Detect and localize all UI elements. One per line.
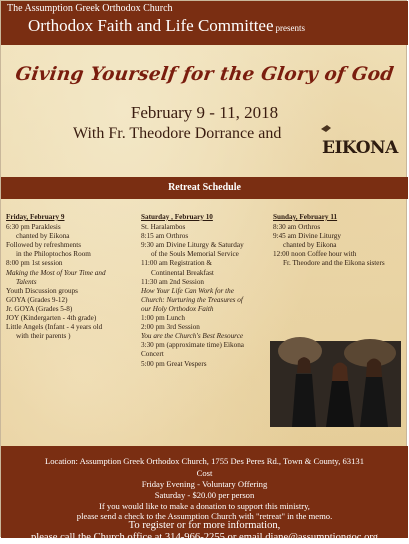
event-dates: February 9 - 11, 2018: [130, 103, 279, 122]
schedule-item: You are the Church's Best Resource: [141, 332, 244, 341]
schedule-item: with their parents ): [16, 332, 71, 341]
schedule-item: 9:30 am Divine Liturgy & Saturday: [141, 241, 244, 250]
schedule-item: 8:00 pm 1st session: [6, 259, 63, 268]
committee-title: Orthodox Faith and Life Committee: [28, 16, 274, 35]
schedule-item: Church: Nurturing the Treasures of: [141, 295, 243, 304]
cost-label: Cost: [196, 468, 213, 478]
schedule-item: Jr. GOYA (Grades 5-8): [6, 304, 73, 313]
schedule-band: Retreat Schedule: [1, 177, 408, 199]
schedule-item: Youth Discussion groups: [6, 286, 78, 295]
schedule-item: of the Souls Memorial Service: [151, 250, 239, 259]
saturday-column: [141, 213, 269, 369]
friday-column: [6, 213, 134, 341]
schedule-item: our Holy Orthodox Faith: [141, 304, 214, 313]
schedule-item: St. Haralambos: [141, 223, 186, 232]
location-text: Location: Assumption Greek Orthodox Church, 1755 Des Peres Rd., Town & County, 63131: [44, 456, 364, 466]
schedule-item: chanted by Eikona: [283, 241, 337, 250]
footer-band: [1, 446, 408, 543]
committee-name: [28, 16, 305, 36]
friday-cost: Friday Evening - Voluntary Offering: [141, 479, 268, 489]
schedule-item: 12:00 noon Coffee hour with: [273, 250, 357, 259]
schedule-item: in the Philoptochos Room: [16, 250, 91, 259]
register-line-1: To register or for more information,: [128, 520, 281, 531]
schedule-item: How Your Life Can Work for the: [141, 286, 234, 295]
friday-heading: Friday, February 9: [6, 213, 65, 221]
schedule-item: Fr. Theodore and the Eikona sisters: [283, 259, 385, 268]
donation-line-2: please send a check to the Assumption Church with "retreat" in the memo.: [76, 511, 333, 521]
schedule-item: Making the Most of Your Time and: [6, 268, 106, 277]
eikona-logo: [319, 123, 398, 161]
schedule-item: Continental Breakfast: [151, 268, 214, 277]
schedule-item: GOYA (Grades 9-12): [6, 295, 68, 304]
schedule-item: JOY (Kindergarten - 4th grade): [6, 314, 97, 323]
event-title: Giving Yourself for the Glory of God: [14, 64, 395, 85]
schedule-item: Talents: [16, 277, 37, 286]
sunday-heading: Sunday, February 11: [273, 213, 338, 221]
schedule-item: 3:30 pm (approximate time) Eikona: [141, 341, 244, 350]
schedule-item: 5:00 pm Great Vespers: [141, 359, 207, 368]
header-band: [1, 1, 408, 45]
schedule-item: 1:00 pm Lunch: [141, 314, 185, 323]
schedule-item: 6:30 pm Paraklesis: [6, 223, 61, 232]
schedule-item: Followed by refreshments: [6, 241, 82, 250]
schedule-item: 8:30 am Orthros: [273, 223, 321, 232]
schedule-item: 8:15 am Orthros: [141, 232, 189, 241]
friday-items: [6, 223, 134, 341]
sunday-items: [273, 223, 405, 268]
saturday-items: [141, 223, 269, 369]
schedule-item: chanted by Eikona: [16, 232, 70, 241]
schedule-item: 11:00 am Registration &: [141, 259, 213, 268]
saturday-cost: Saturday - $20.00 per person: [154, 490, 255, 500]
schedule-item: 2:00 pm 3rd Session: [141, 323, 200, 332]
eikona-logo-text: EIKONA: [322, 138, 398, 158]
church-name: The Assumption Greek Orthodox Church: [7, 3, 173, 14]
schedule-item: Concert: [141, 350, 164, 359]
schedule-item: 11:30 am 2nd Session: [141, 277, 205, 286]
saturday-heading: Saturday , February 10: [141, 213, 213, 221]
presents-text: presents: [275, 23, 306, 33]
eikona-singers-photo: [270, 341, 401, 427]
event-with: With Fr. Theodore Dorrance and: [73, 125, 282, 142]
donation-line-1: If you would like to make a donation to support this ministry,: [99, 501, 310, 511]
sunday-column: [273, 213, 405, 269]
schedule-item: Little Angels (Infant - 4 years old: [6, 323, 103, 332]
register-line-2: please call the Church office at 314-966-2255 or email diane@assumptiongoc.org: [30, 532, 379, 543]
schedule-item: 9:45 am Divine Liturgy: [273, 232, 341, 241]
